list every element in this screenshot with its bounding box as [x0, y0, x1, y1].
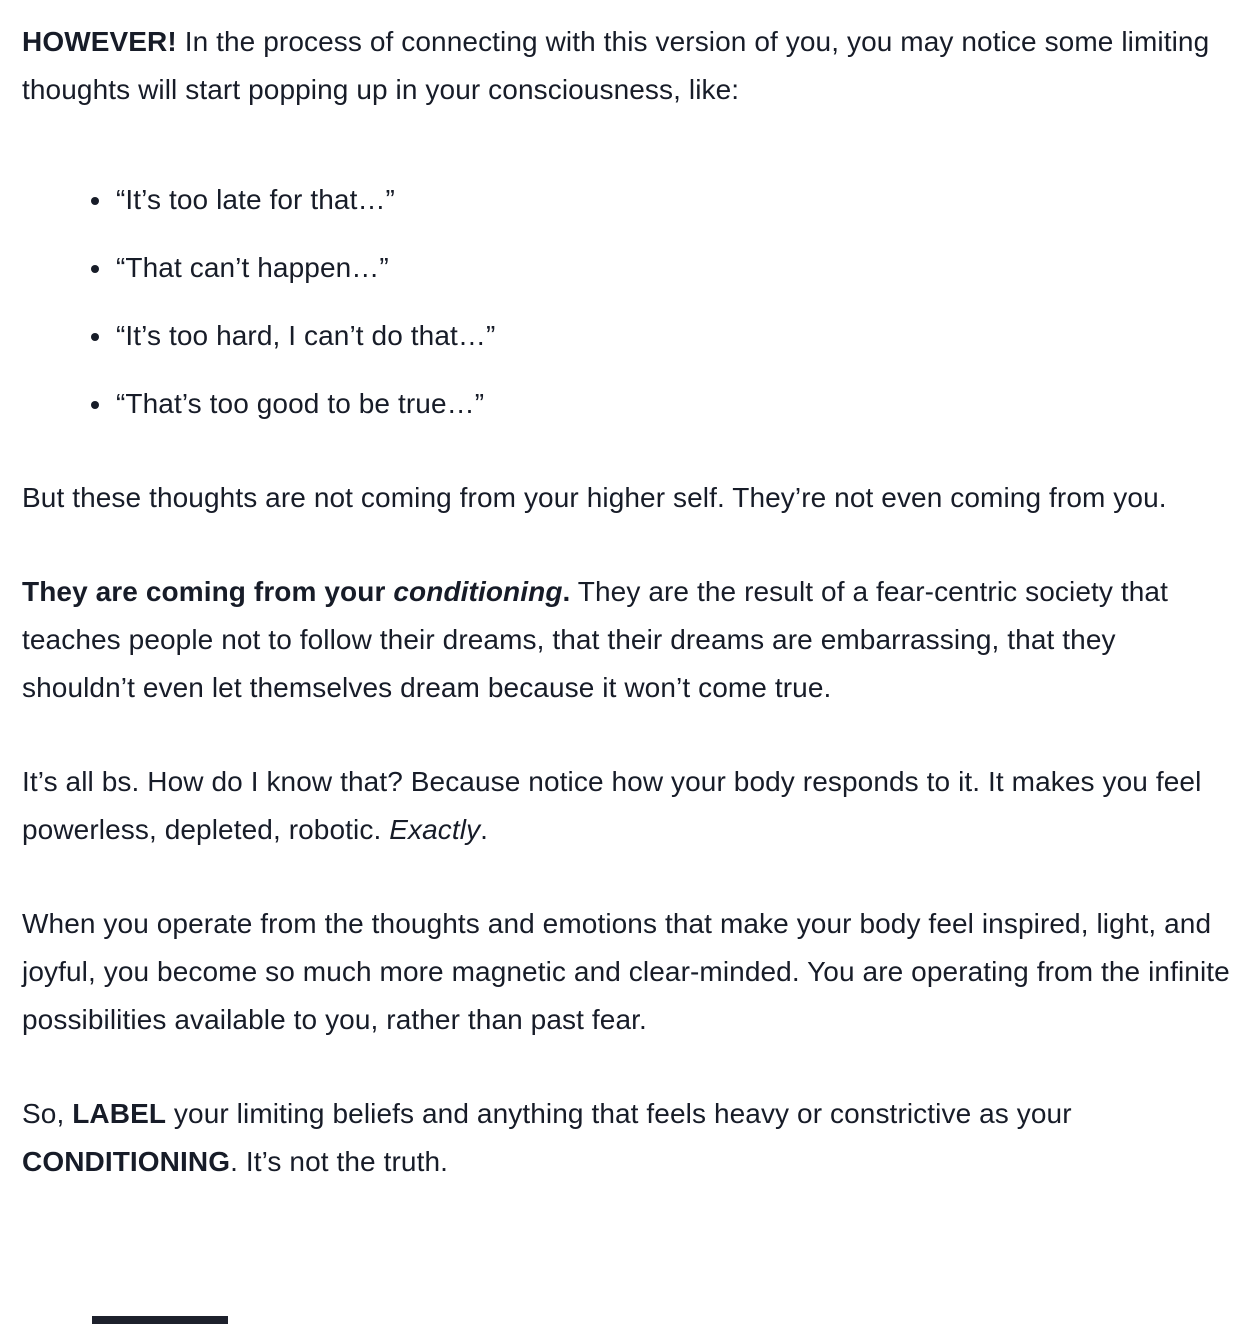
text-segment: .	[562, 576, 571, 607]
text-segment: It’s all bs. How do I know that? Because notice how your body responds to it. It makes you feel powerless, depleted, robotic.	[22, 766, 1202, 845]
operate-paragraph	[22, 900, 1230, 1044]
text-segment: . It’s not the truth.	[230, 1146, 449, 1177]
text-segment: .	[480, 814, 489, 845]
intro-paragraph	[22, 18, 1230, 114]
text-segment: So,	[22, 1098, 73, 1129]
text-segment: But these thoughts are not coming from your higher self. They’re not even coming from you.	[22, 482, 1167, 513]
text-segment: conditioning	[393, 576, 563, 607]
conditioning-paragraph	[22, 568, 1230, 712]
cropped-next-element	[92, 1316, 228, 1324]
text-segment: In the process of connecting with this version of you, you may notice some limiting thoughts will start popping up in your consciousness, like:	[22, 26, 1210, 105]
higher-self-paragraph	[22, 474, 1230, 522]
list-item: • “That’s too good to be true…”	[114, 380, 1230, 428]
text-segment: They are the result of a fear-centric society that teaches people not to follow their dreams, that their dreams are embarrassing, that they shouldn’t even let themselves dream because it won’t come true.	[22, 576, 1168, 703]
list-item: • “It’s too late for that…”	[114, 176, 1230, 224]
text-segment: They are coming from your	[22, 576, 394, 607]
text-segment: your limiting beliefs and anything that feels heavy or constrictive as your	[166, 1098, 1072, 1129]
label-paragraph	[22, 1090, 1230, 1186]
list-item: • “It’s too hard, I can’t do that…”	[114, 312, 1230, 360]
limiting-thoughts-list	[22, 176, 1230, 428]
text-segment: CONDITIONING	[22, 1146, 231, 1177]
text-segment: Exactly	[389, 814, 481, 845]
text-segment: HOWEVER!	[22, 26, 177, 57]
text-segment: LABEL	[72, 1098, 167, 1129]
list-item: • “That can’t happen…”	[114, 244, 1230, 292]
text-segment: When you operate from the thoughts and emotions that make your body feel inspired, light, and joyful, you become so much more magnetic and clear-minded. You are operating from the infinite possibilities available to you, rather than past fear.	[22, 908, 1230, 1035]
body-response-paragraph	[22, 758, 1230, 854]
